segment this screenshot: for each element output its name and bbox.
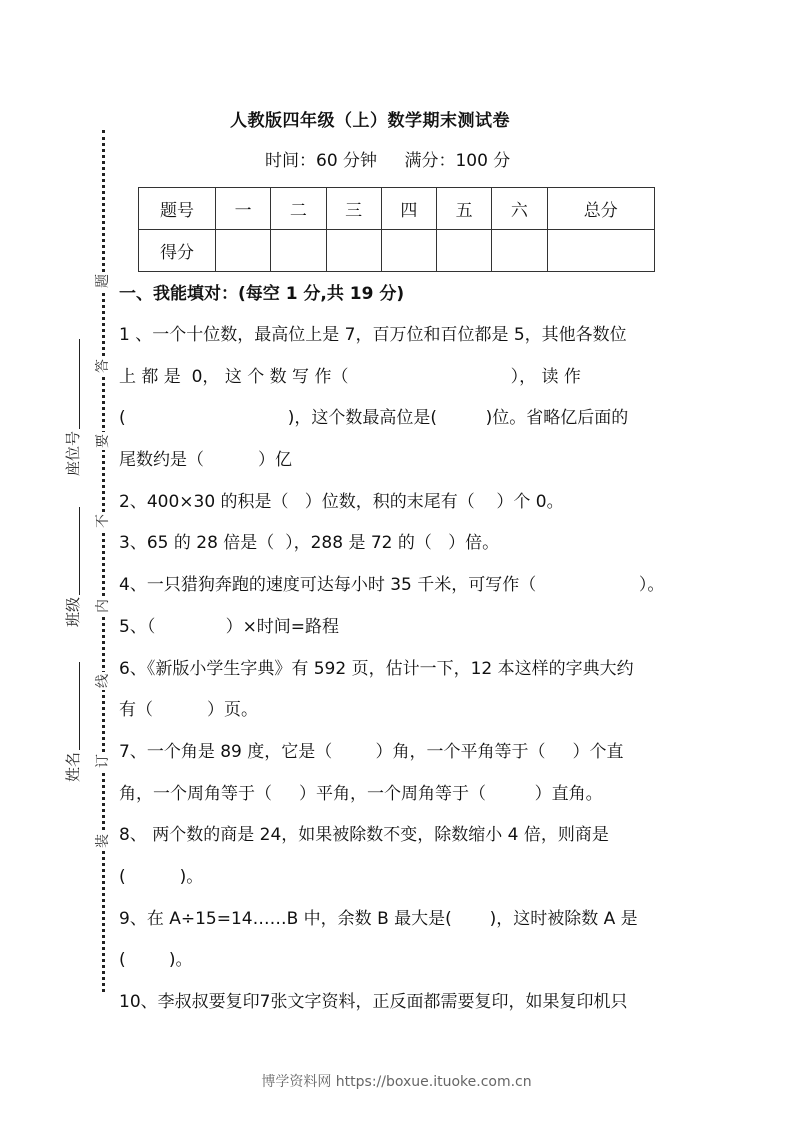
- section-1: [119, 274, 675, 1024]
- class-label: 班级: [64, 596, 82, 627]
- score-cell[interactable]: [492, 230, 547, 272]
- question-line: 4、一只猎狗奔跑的速度可达每小时 35 千米，可写作（ ）。: [119, 575, 665, 596]
- question-line: 2、400×30 的积是（ ）位数，积的末尾有（ ）个 0。: [119, 491, 564, 512]
- table-cell: 一: [216, 188, 271, 230]
- table-cell: 四: [381, 188, 436, 230]
- question-line: 有（ ）页。: [119, 700, 259, 721]
- score-cell[interactable]: [547, 230, 655, 272]
- class-blank[interactable]: [78, 507, 80, 595]
- seat-number-blank[interactable]: [78, 339, 80, 429]
- class-field[interactable]: [62, 507, 83, 627]
- question-line: 尾数约是（ ）亿: [119, 450, 293, 471]
- name-field[interactable]: [62, 662, 83, 782]
- question-line: 6、《新版小学生字典》有 592 页，估计一下，12 本这样的字典大约: [119, 658, 634, 679]
- table-cell: 三: [326, 188, 381, 230]
- exam-full-score: 满分：100 分: [404, 151, 511, 171]
- score-table-header-row: [139, 188, 655, 230]
- question-line: ( )，这个数最高位是( )位。省略亿后面的: [119, 408, 629, 429]
- page-title: 人教版四年级（上）数学期末测试卷: [230, 111, 510, 131]
- question-line: 5、（ ）×时间=路程: [119, 616, 340, 637]
- seat-number-label: 座位号: [64, 430, 82, 476]
- table-cell: 得分: [139, 230, 216, 272]
- name-label: 姓名: [64, 751, 82, 782]
- footer-watermark: 博学资料网 https://boxue.ituoke.com.cn: [261, 1074, 532, 1090]
- question-line: 1 、一个十位数，最高位上是 7，百万位和百位都是 5，其他各数位: [119, 325, 627, 345]
- question-line: 角，一个周角等于（ ）平角，一个周角等于（ ）直角。: [119, 783, 603, 804]
- table-cell: 题号: [139, 188, 216, 230]
- score-cell[interactable]: [216, 230, 271, 272]
- score-cell[interactable]: [437, 230, 492, 272]
- binding-char: 答: [95, 359, 111, 373]
- question-line: 7、一个角是 89 度，它是（ ）角，一个平角等于（ ）个直: [119, 741, 624, 762]
- section-heading: 一、我能填对：(每空 1 分,共 19 分): [119, 284, 405, 304]
- binding-char: 内: [95, 599, 111, 613]
- table-cell: 总分: [547, 188, 655, 230]
- table-cell: 六: [492, 188, 547, 230]
- question-line: 10、李叔叔要复印7张文字资料，正反面都需要复印，如果复印机只: [119, 992, 628, 1012]
- question-line: 9、在 A÷15=14……B 中，余数 B 最大是( )，这时被除数 A 是: [119, 908, 638, 929]
- binding-char: 装: [95, 834, 111, 848]
- score-cell[interactable]: [326, 230, 381, 272]
- score-cell[interactable]: [271, 230, 326, 272]
- table-cell: 五: [437, 188, 492, 230]
- question-line: 8、 两个数的商是 24，如果被除数不变，除数缩小 4 倍，则商是: [119, 825, 609, 846]
- question-line: 上 都 是 0， 这 个 数 写 作（ ）， 读 作: [119, 366, 581, 387]
- question-line: ( )。: [119, 950, 193, 971]
- table-cell: 二: [271, 188, 326, 230]
- question-line: ( )。: [119, 866, 204, 887]
- score-cell[interactable]: [381, 230, 436, 272]
- binding-char: 不: [95, 514, 111, 528]
- exam-time: 时间：60 分钟: [265, 151, 378, 171]
- binding-dotted-line: [102, 130, 105, 992]
- binding-char: 题: [95, 274, 111, 288]
- exam-meta: [265, 146, 510, 171]
- score-table: [138, 187, 655, 272]
- binding-char: 要: [95, 434, 111, 448]
- binding-char: 订: [95, 754, 111, 768]
- question-line: 3、65 的 28 倍是（ ），288 是 72 的（ ）倍。: [119, 533, 500, 554]
- score-table-score-row: [139, 230, 655, 272]
- binding-char: 线: [95, 674, 111, 688]
- name-blank[interactable]: [78, 662, 80, 750]
- seat-number-field[interactable]: [62, 339, 83, 476]
